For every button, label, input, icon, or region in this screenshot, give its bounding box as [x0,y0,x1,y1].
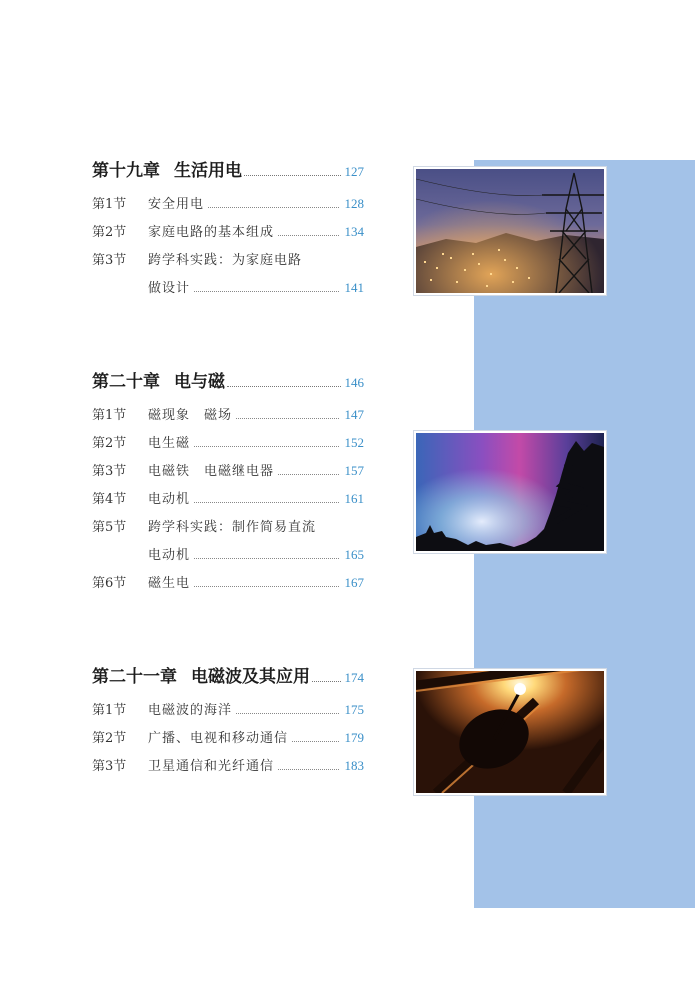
section-number: 第6节 [92,576,127,591]
leader-dots [194,558,338,559]
section-page: 128 [344,196,364,211]
section-title: 磁生电 [148,576,191,591]
chapter-20 [92,367,364,600]
toc-entry[interactable] [92,488,364,516]
section-number: 第1节 [92,408,127,423]
leader-dots [194,291,338,292]
toc-entry[interactable] [92,572,364,600]
toc-entry[interactable] [92,249,364,277]
section-title: 广播、电视和移动通信 [148,731,289,746]
section-title: 电磁铁 电磁继电器 [148,464,275,479]
chapter-title: 生活用电 [174,161,242,181]
toc-entry[interactable] [92,193,364,221]
section-number: 第3节 [92,253,127,268]
leader-dots [227,386,341,387]
leader-dots [194,586,338,587]
leader-dots [194,502,338,503]
toc-entry-continued[interactable] [92,544,364,572]
chapter-19 [92,156,364,305]
leader-dots [236,713,338,714]
section-title: 跨学科实践：制作简易直流 [148,520,317,535]
section-title: 电生磁 [148,436,191,451]
satellite-dish-photo [414,669,606,795]
toc-entry[interactable] [92,727,364,755]
leader-dots [278,769,338,770]
leader-dots [244,175,341,176]
chapter-page: 174 [344,670,364,685]
toc-entry[interactable] [92,699,364,727]
section-number: 第4节 [92,492,127,507]
section-title: 电动机 [148,492,191,507]
chapter-page: 146 [344,375,364,390]
leader-dots [278,235,338,236]
section-number: 第2节 [92,731,127,746]
aurora-image [416,433,604,551]
section-title: 家庭电路的基本组成 [148,225,275,240]
toc-entry[interactable] [92,221,364,249]
section-number: 第1节 [92,197,127,212]
section-number: 第3节 [92,464,127,479]
leader-dots [194,446,338,447]
toc-entry-continued[interactable] [92,277,364,305]
chapter-page: 127 [344,164,364,179]
chapter-number: 第二十章 [92,372,160,392]
section-number: 第1节 [92,703,127,718]
leader-dots [236,418,338,419]
section-title: 跨学科实践：为家庭电路 [148,253,303,268]
section-page: 152 [344,435,364,450]
section-number: 第2节 [92,436,127,451]
section-number: 第5节 [92,520,127,535]
section-page: 161 [344,491,364,506]
section-page: 141 [344,280,364,295]
chapter-title: 电与磁 [174,372,225,392]
leader-dots [278,474,338,475]
chapter-title-row[interactable] [92,156,364,180]
chapter-number: 第十九章 [92,161,160,181]
section-title: 电磁波的海洋 [148,703,233,718]
section-page: 147 [344,407,364,422]
section-number: 第3节 [92,759,127,774]
section-page: 134 [344,224,364,239]
toc-entry[interactable] [92,755,364,783]
chapter-title: 电磁波及其应用 [191,667,310,687]
section-title: 卫星通信和光纤通信 [148,759,275,774]
section-page: 157 [344,463,364,478]
section-title-continued: 电动机 [148,548,191,563]
chapter-title-row[interactable] [92,367,364,391]
leader-dots [292,741,338,742]
section-title: 安全用电 [148,197,205,212]
chapter-number: 第二十一章 [92,667,177,687]
section-number: 第2节 [92,225,127,240]
section-page: 175 [344,702,364,717]
section-page: 167 [344,575,364,590]
section-page: 165 [344,547,364,562]
leader-dots [208,207,338,208]
satellite-dish-image [416,671,604,793]
toc-entry[interactable] [92,460,364,488]
toc-entry[interactable] [92,404,364,432]
section-title-continued: 做设计 [148,281,191,296]
power-tower-city-photo [414,167,606,295]
chapter-title-row[interactable] [92,662,364,686]
leader-dots [312,681,341,682]
toc-entry[interactable] [92,432,364,460]
aurora-photo [414,431,606,553]
toc-entry[interactable] [92,516,364,544]
chapter-21 [92,662,364,783]
section-page: 183 [344,758,364,773]
power-tower-city-image [416,169,604,293]
section-title: 磁现象 磁场 [148,408,233,423]
section-page: 179 [344,730,364,745]
